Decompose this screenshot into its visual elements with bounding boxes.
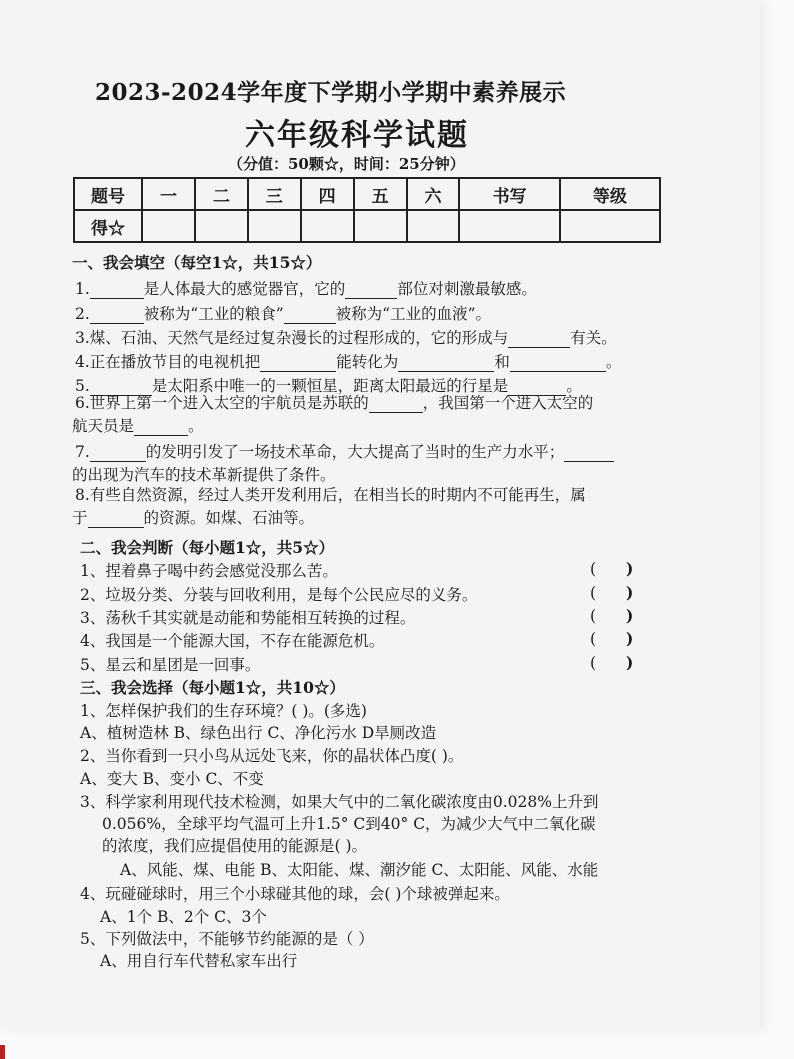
q-text: 被称为“工业的粮食” [143, 305, 284, 323]
answer-blank[interactable] [134, 420, 188, 437]
paren-close: ) [626, 606, 634, 625]
answer-blank[interactable] [345, 283, 397, 300]
fill-question-3 [75, 326, 617, 348]
section3-heading: 三、我会选择（每小题1☆，共10☆） [80, 678, 345, 697]
paren-close: ) [626, 629, 634, 648]
q-text: 被称为“工业的血液”。 [335, 305, 492, 323]
q-text: 3.煤、石油、天然气是经过复杂漫长的过程形成的，它的形成与 [75, 329, 509, 347]
score-cell: 四 [301, 178, 354, 210]
score-table-score-row [74, 210, 660, 242]
choice-question-3-line3: 的浓度，我们应提倡使用的能源是( )。 [102, 837, 368, 855]
q-text: 。 [605, 353, 622, 371]
judge-question-2: 2、垃圾分类、分装与回收利用，是每个公民应尽的义务。 [80, 586, 478, 604]
score-cell: 等级 [560, 178, 660, 210]
score-input-cell[interactable] [195, 210, 248, 242]
edge-mark [0, 1045, 5, 1059]
score-table-header-row [74, 178, 660, 210]
q-text: 4.正在播放节目的电视机把 [75, 353, 261, 371]
fill-question-7-cont: 的出现为汽车的技术革新提供了条件。 [72, 466, 336, 484]
q-text: 航天员是 [72, 417, 135, 435]
choice-question-2: 2、当你看到一只小鸟从远处飞来，你的晶状体凸度( )。 [80, 747, 464, 765]
score-cell: 书写 [459, 178, 559, 210]
score-cell: 一 [142, 178, 195, 210]
choice-question-5: 5、下列做法中，不能够节约能源的是（ ） [80, 930, 374, 948]
score-cell: 五 [354, 178, 407, 210]
score-input-cell[interactable] [560, 210, 660, 242]
q-text: 于 [72, 509, 88, 527]
score-input-cell[interactable] [407, 210, 460, 242]
q-text: 。 [188, 417, 204, 435]
q-text: 部位对刺激最敏感。 [397, 280, 537, 298]
exam-title-line1: 2023-2024学年度下学期小学期中素养展示 [95, 79, 567, 106]
answer-blank[interactable] [90, 283, 144, 300]
section1-heading: 一、我会填空（每空1☆，共15☆） [72, 253, 322, 272]
exam-subtitle: （分值：50颗☆，时间：25分钟） [228, 155, 465, 173]
choice-question-3-line2: 0.056%，全球平均气温可上升1.5° C到40° C，为减少大气中二氧化碳 [102, 815, 596, 833]
q-text: ，我国第一个进入太空的 [422, 394, 594, 412]
answer-blank[interactable] [260, 356, 336, 373]
choice-question-1: 1、怎样保护我们的生存环境？( )。(多选) [80, 702, 367, 720]
choice-options-2: A、变大 B、变小 C、不变 [80, 770, 264, 788]
choice-question-3-line1: 3、科学家利用现代技术检测，如果大气中的二氧化碳浓度由0.028%上升到 [80, 793, 599, 811]
answer-blank[interactable] [510, 356, 606, 373]
score-input-cell[interactable] [354, 210, 407, 242]
paren-open: ( [590, 654, 597, 672]
q-text: 有关。 [570, 329, 617, 347]
fill-question-8-cont [72, 506, 314, 528]
paren-open: ( [590, 630, 597, 648]
judge-question-3: 3、荡秋千其实就是动能和势能相互转换的过程。 [80, 609, 416, 627]
q-text: 2. [75, 305, 90, 323]
score-input-cell[interactable] [301, 210, 354, 242]
answer-paren[interactable] [590, 606, 633, 625]
paren-close: ) [626, 559, 634, 578]
paren-close: ) [626, 583, 634, 602]
judge-question-5: 5、星云和星团是一回事。 [80, 656, 261, 674]
answer-blank[interactable] [564, 446, 614, 463]
q-text: 1. [75, 280, 90, 298]
score-cell: 题号 [74, 178, 142, 210]
q-text: 。 [566, 377, 582, 395]
fill-question-6-cont [72, 414, 204, 436]
choice-options-4: A、1个 B、2个 C、3个 [100, 908, 267, 926]
judge-question-1: 1、捏着鼻子喝中药会感觉没那么苦。 [80, 562, 338, 580]
fill-question-4 [75, 350, 621, 372]
answer-paren[interactable] [590, 653, 633, 672]
answer-blank[interactable] [88, 512, 144, 529]
q-text: 5. [75, 377, 90, 395]
score-cell: 二 [195, 178, 248, 210]
paren-open: ( [590, 584, 597, 602]
answer-paren[interactable] [590, 559, 633, 578]
q-text: 的资源。如煤、石油等。 [143, 509, 315, 527]
answer-blank[interactable] [369, 397, 423, 414]
q-text: 的发明引发了一场技术革命，大大提高了当时的生产力水平； [145, 443, 565, 461]
paren-open: ( [590, 607, 597, 625]
answer-blank[interactable] [508, 332, 570, 349]
choice-options-1: A、植树造林 B、绿色出行 C、净化污水 D旱厕改造 [80, 724, 437, 742]
fill-question-1 [75, 277, 537, 299]
q-text: 是人体最大的感觉器官，它的 [143, 280, 346, 298]
score-input-cell[interactable] [248, 210, 301, 242]
exam-title-line2: 六年级科学试题 [245, 118, 469, 153]
score-cell: 六 [407, 178, 460, 210]
choice-question-4: 4、玩碰碰球时，用三个小球碰其他的球，会( )个球被弹起来。 [80, 885, 510, 903]
score-row-label: 得☆ [74, 210, 142, 242]
answer-blank[interactable] [284, 308, 336, 325]
q-text: 7. [75, 443, 90, 461]
fill-question-6 [75, 391, 593, 413]
q-text: 是太阳系中唯一的一颗恒星，距离太阳最远的行星是 [151, 377, 509, 395]
score-input-cell[interactable] [459, 210, 559, 242]
q-text: 6.世界上第一个进入太空的宇航员是苏联的 [75, 394, 369, 412]
answer-blank[interactable] [90, 446, 146, 463]
fill-question-7 [75, 440, 614, 462]
score-input-cell[interactable] [142, 210, 195, 242]
choice-option-5a: A、用自行车代替私家车出行 [100, 952, 298, 970]
paren-close: ) [626, 653, 634, 672]
choice-options-3: A、风能、煤、电能 B、太阳能、煤、潮汐能 C、太阳能、风能、水能 [120, 861, 599, 879]
q-text: 和 [494, 353, 510, 371]
fill-question-8: 8.有些自然资源，经过人类开发利用后，在相当长的时期内不可能再生，属 [75, 486, 586, 504]
answer-paren[interactable] [590, 629, 633, 648]
paren-open: ( [590, 560, 597, 578]
answer-blank[interactable] [90, 308, 144, 325]
judge-question-4: 4、我国是一个能源大国，不存在能源危机。 [80, 632, 385, 650]
answer-blank[interactable] [398, 356, 494, 373]
score-cell: 三 [248, 178, 301, 210]
fill-question-2 [75, 302, 491, 324]
q-text: 能转化为 [336, 353, 399, 371]
score-table [73, 177, 661, 243]
section2-heading: 二、我会判断（每小题1☆，共5☆） [80, 538, 335, 557]
answer-paren[interactable] [590, 583, 633, 602]
